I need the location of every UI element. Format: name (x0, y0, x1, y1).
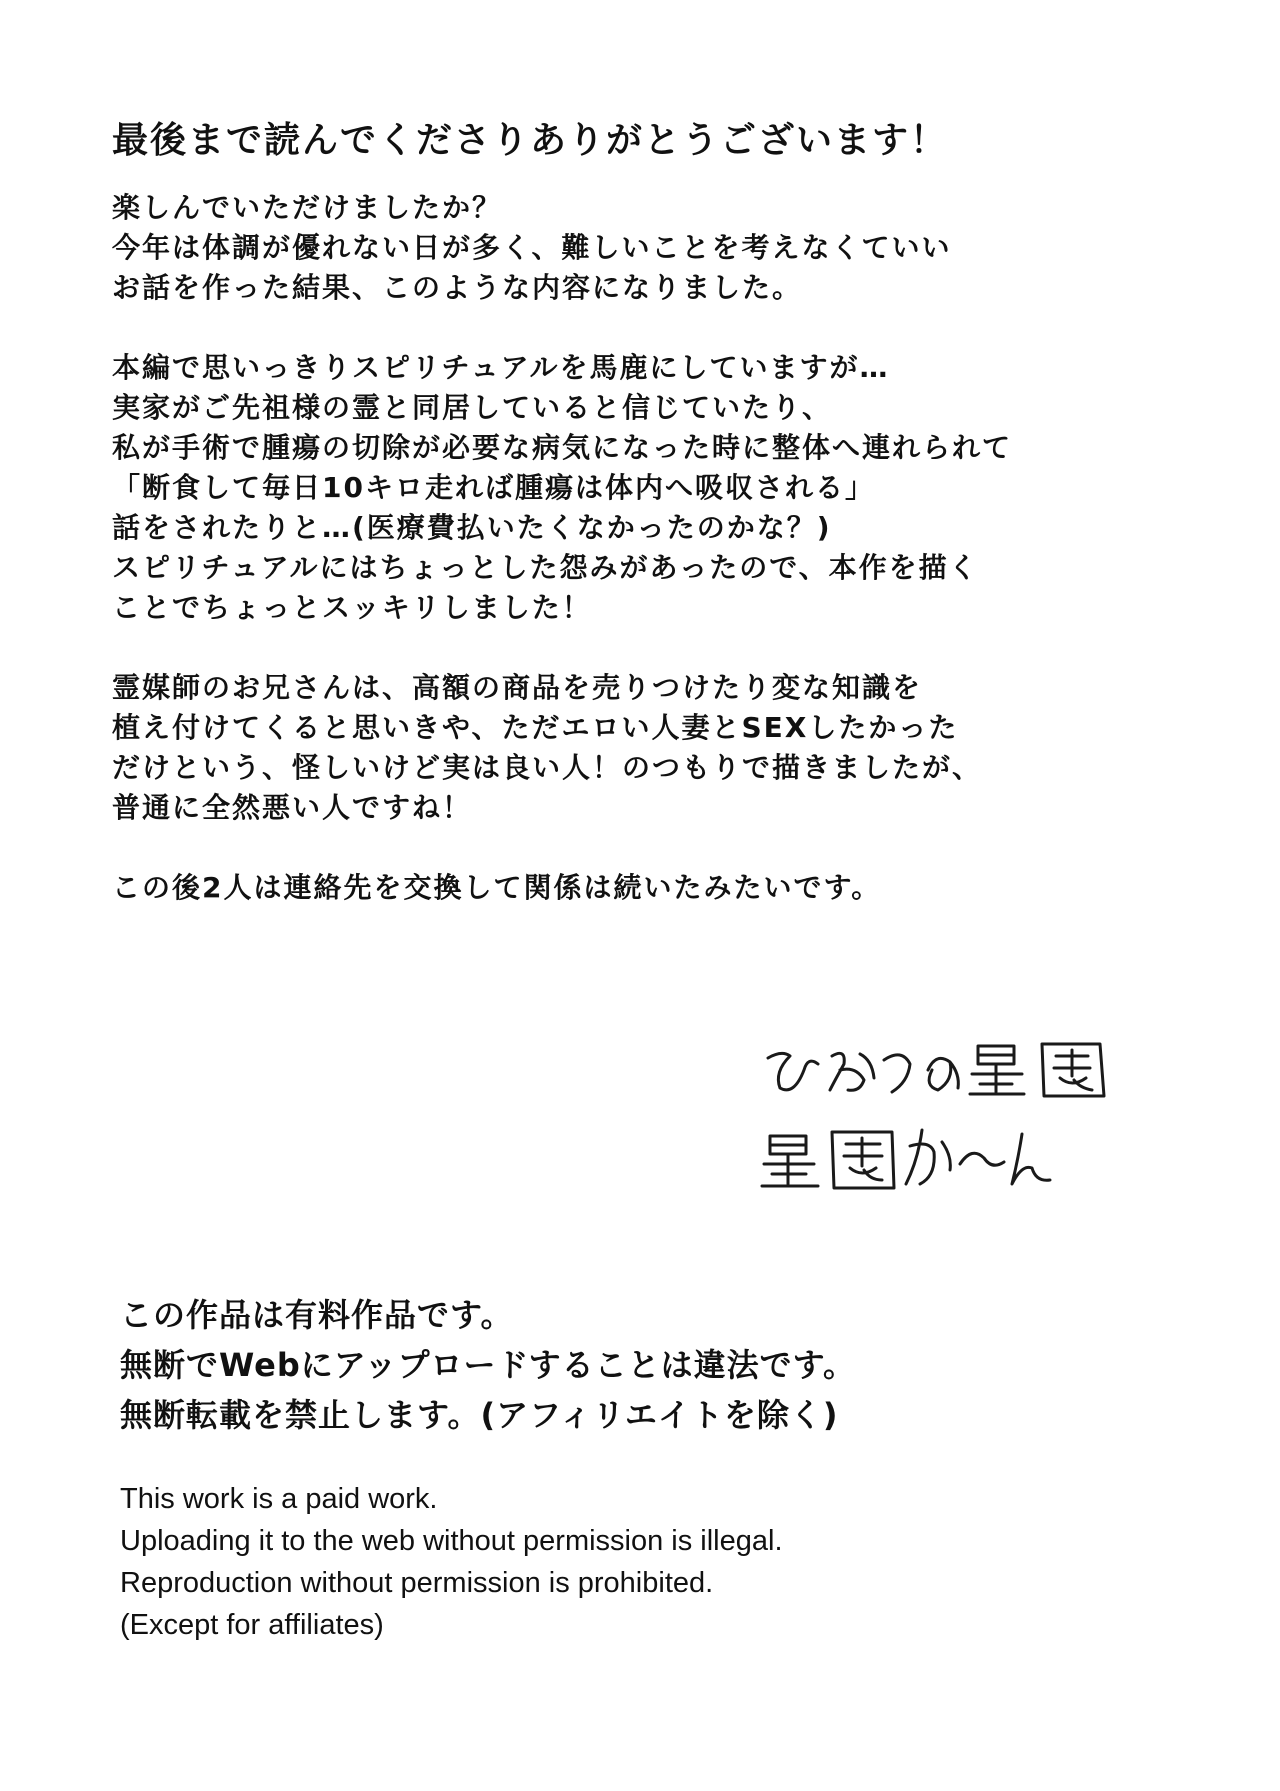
text-line: 本編で思いっきりスピリチュアルを馬鹿にしていますが… (112, 351, 890, 384)
notice-line: この作品は有料作品です。 (120, 1296, 514, 1334)
text-line: 「断食して毎日10キロ走れば腫瘍は体内へ吸収される」 (112, 471, 875, 504)
text-line: スピリチュアルにはちょっとした怨みがあったので、本作を描く (112, 551, 979, 584)
text-line: この後2人は連絡先を交換して関係は続いたみたいです。 (112, 871, 882, 904)
afterword-paragraph (112, 348, 1012, 628)
afterword-paragraph (112, 668, 1012, 828)
afterword-body (112, 188, 1012, 948)
afterword-paragraph (112, 188, 1012, 308)
text-line: お話を作った結果、このような内容になりました。 (112, 271, 803, 304)
notice-line: Reproduction without permission is prohibited. (120, 1567, 714, 1599)
afterword-paragraph (112, 868, 1012, 908)
text-line: 実家がご先祖様の霊と同居していると信じていたり、 (112, 391, 833, 424)
text-line: だけという、怪しいけど実は良い人！のつもりで描きましたが、 (112, 751, 983, 784)
copyright-notice-en (120, 1478, 783, 1646)
text-line: 楽しんでいただけましたか？ (112, 191, 503, 224)
text-line: 霊媒師のお兄さんは、高額の商品を売りつけたり変な知識を (112, 671, 923, 704)
handwritten-signature (760, 1030, 1150, 1230)
copyright-notice-ja (120, 1290, 856, 1440)
text-line: 普通に全然悪い人ですね！ (112, 791, 473, 824)
page-title: 最後まで読んでくださりありがとうございます！ (112, 120, 949, 161)
text-line: 今年は体調が優れない日が多く、難しいことを考えなくていい (112, 231, 952, 264)
text-line: 植え付けてくると思いきや、ただエロい人妻とSEXしたかった (112, 711, 959, 744)
text-line: 話をされたりと…(医療費払いたくなかったのかな？) (112, 511, 832, 544)
notice-line: 無断でWebにアップロードすることは違法です。 (120, 1346, 857, 1384)
notice-line: 無断転載を禁止します。(アフィリエイトを除く) (120, 1396, 839, 1434)
text-line: ことでちょっとスッキリしました！ (112, 591, 592, 624)
text-line: 私が手術で腫瘍の切除が必要な病気になった時に整体へ連れられて (112, 431, 1013, 464)
notice-line: This work is a paid work. (120, 1483, 438, 1515)
notice-line: (Except for affiliates) (120, 1609, 384, 1641)
notice-line: Uploading it to the web without permission is illegal. (120, 1525, 783, 1557)
